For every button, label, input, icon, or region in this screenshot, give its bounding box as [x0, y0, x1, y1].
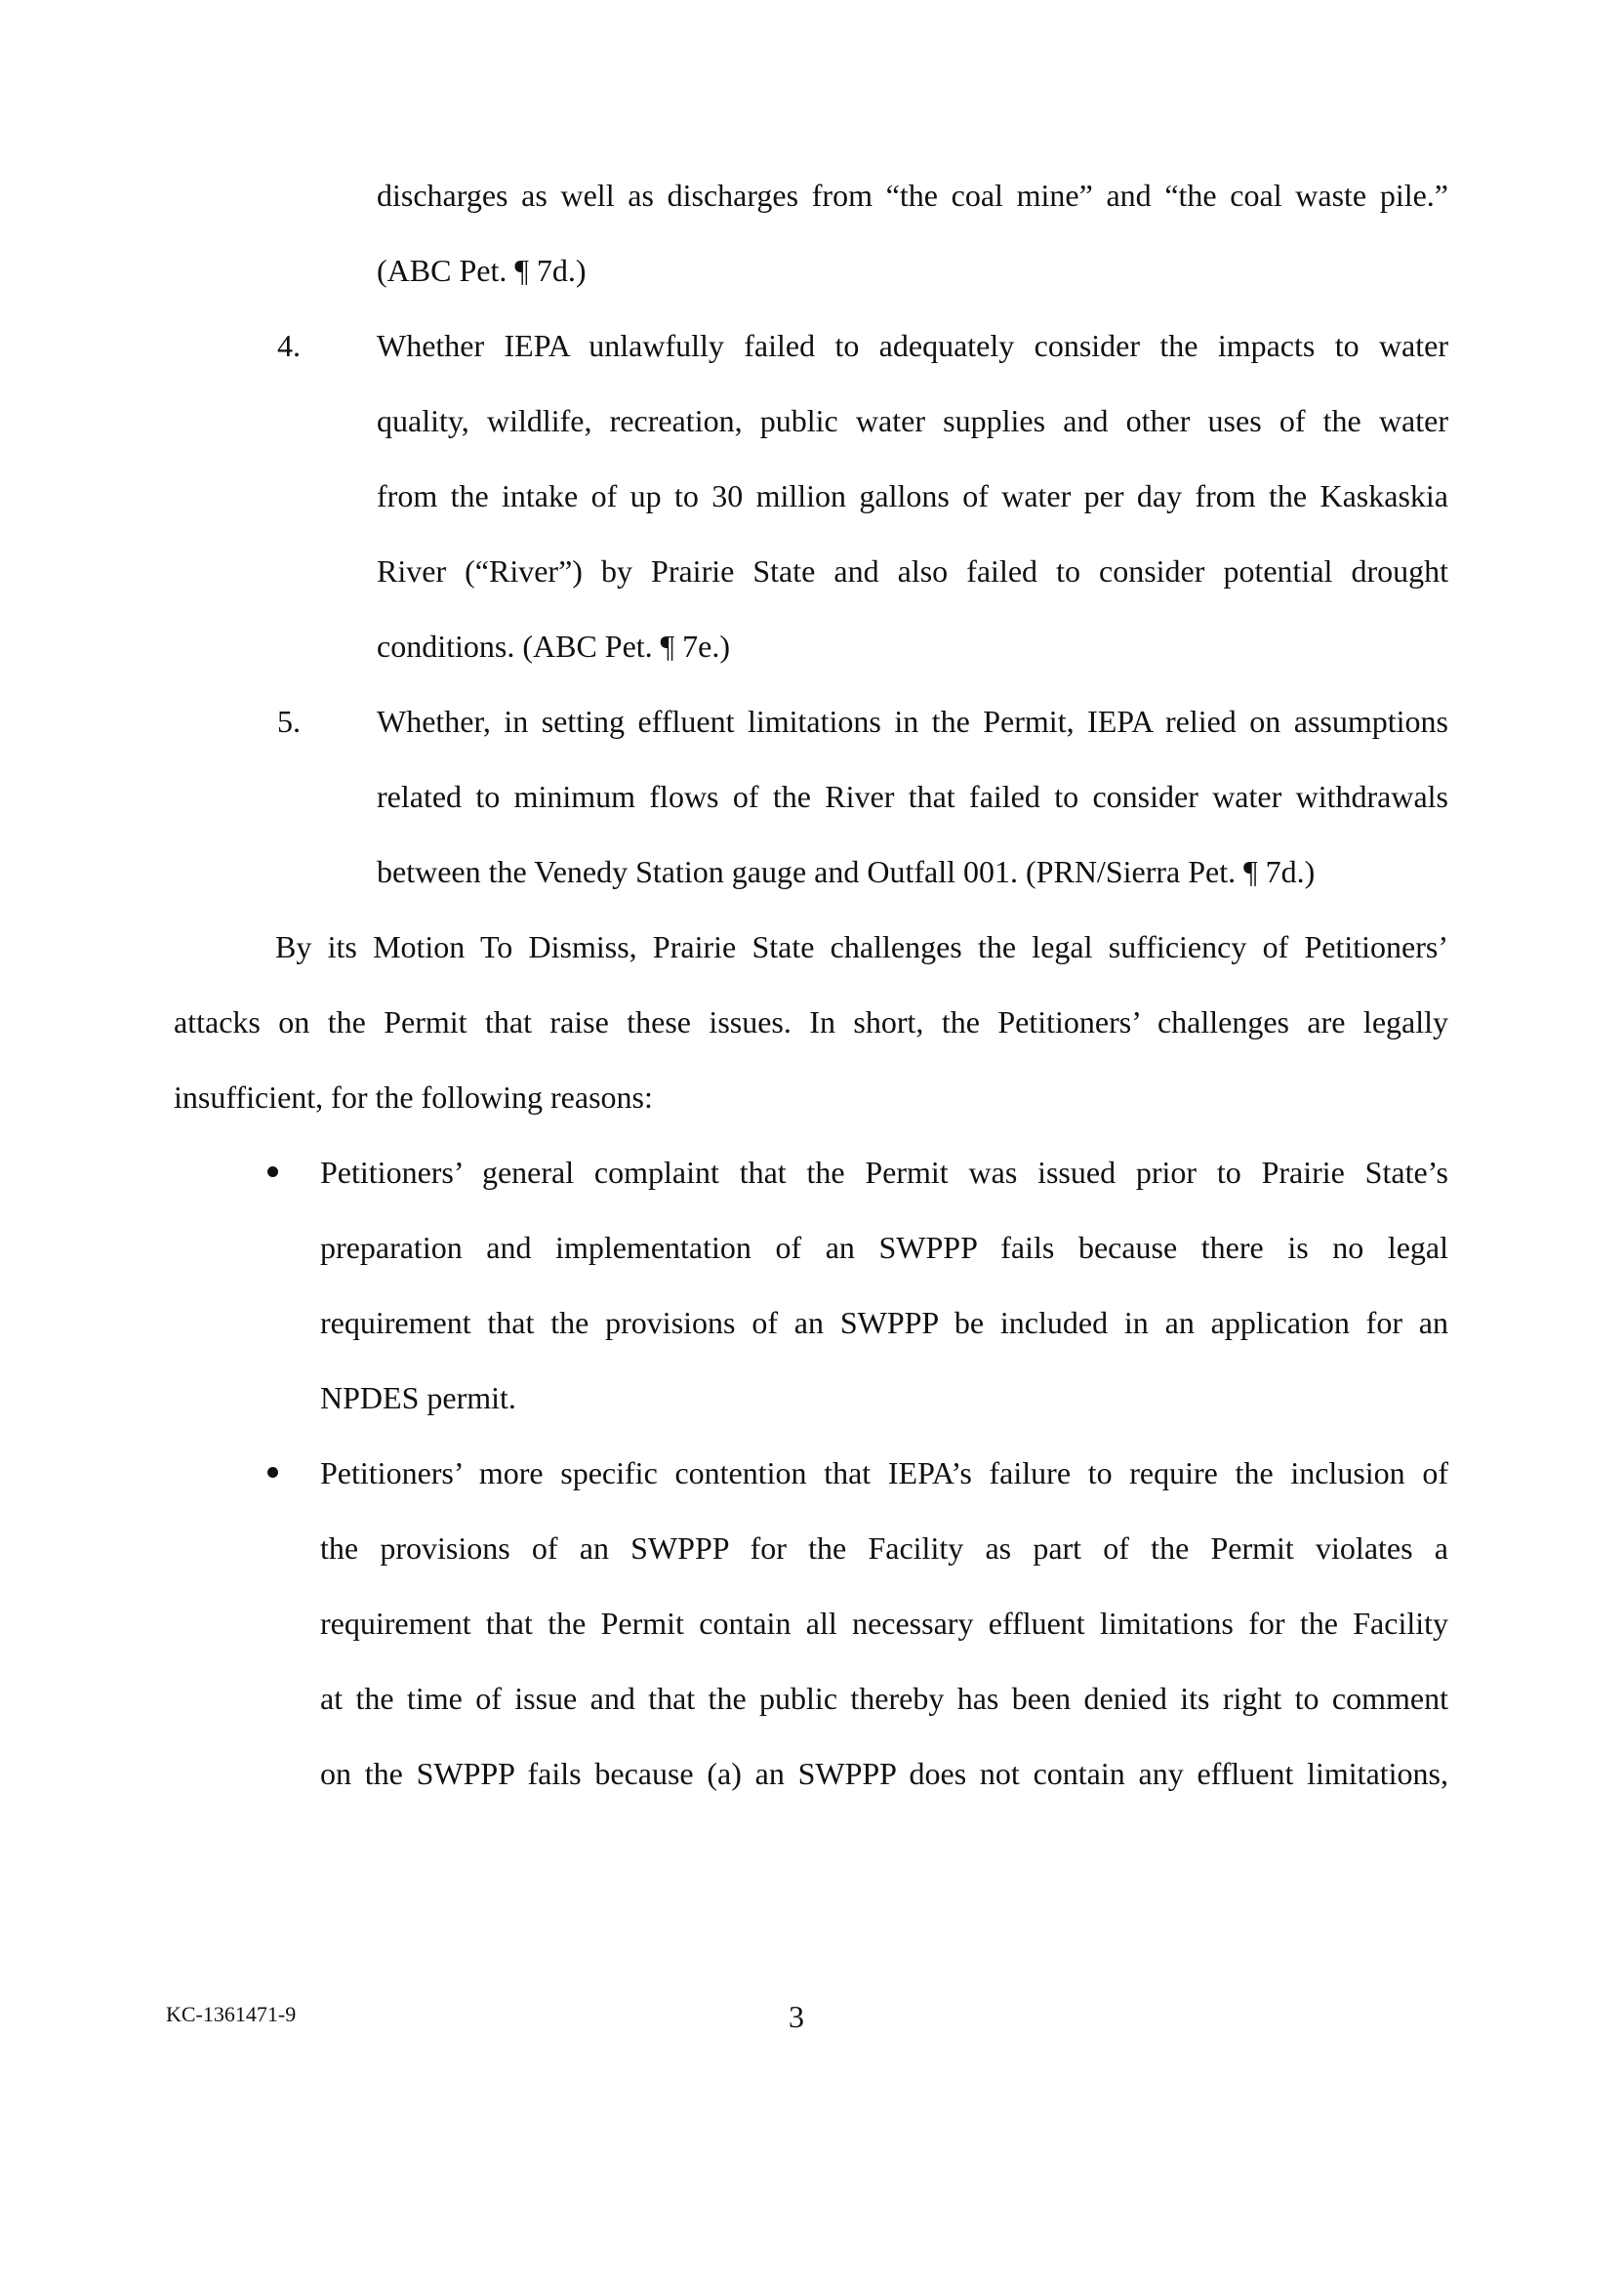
bullet-2-line-5: on the SWPPP fails because (a) an SWPPP does not contain any effluent limitations,	[320, 1756, 1448, 1791]
continuation-line-1: discharges as well as discharges from “the coal mine” and “the coal waste pile.”	[377, 178, 1448, 213]
item-4-line-2: quality, wildlife, recreation, public water supplies and other uses of the water	[377, 403, 1448, 438]
item-5-line-1: Whether, in setting effluent limitations in the Permit, IEPA relied on assumptions	[377, 704, 1448, 739]
item-4-line-3: from the intake of up to 30 million gallons of water per day from the Kaskaskia	[377, 478, 1448, 513]
bullet-2-marker	[267, 1467, 278, 1478]
paragraph-line-1: By its Motion To Dismiss, Prairie State challenges the legal sufficiency of Petitioners’	[275, 929, 1448, 964]
bullet-2-line-4: at the time of issue and that the public thereby has been denied its right to comment	[320, 1681, 1448, 1716]
bullet-1-marker	[267, 1166, 278, 1177]
item-5-line-3: between the Venedy Station gauge and Outfall 001. (PRN/Sierra Pet. ¶ 7d.)	[377, 854, 1316, 889]
bullet-1-line-1: Petitioners’ general complaint that the Permit was issued prior to Prairie State’s	[320, 1155, 1448, 1190]
bullet-1-line-4: NPDES permit.	[320, 1380, 516, 1415]
bullet-2-line-2: the provisions of an SWPPP for the Facility as part of the Permit violates a	[320, 1530, 1448, 1566]
item-4-line-1: Whether IEPA unlawfully failed to adequately consider the impacts to water	[377, 328, 1448, 363]
item-4-line-4: River (“River”) by Prairie State and also failed to consider potential drought	[377, 553, 1448, 589]
bullet-2-line-3: requirement that the Permit contain all necessary effluent limitations for the Facility	[320, 1606, 1448, 1641]
item-4-number: 4.	[277, 328, 301, 363]
item-4-line-5: conditions. (ABC Pet. ¶ 7e.)	[377, 629, 731, 664]
bullet-2-line-1: Petitioners’ more specific contention that IEPA’s failure to require the inclusion of	[320, 1455, 1448, 1490]
bullet-1-line-2: preparation and implementation of an SWPPP fails because there is no legal	[320, 1230, 1448, 1265]
footer-page-number: 3	[789, 1999, 804, 2034]
footer-document-id: KC-1361471-9	[166, 2002, 297, 2026]
item-5-line-2: related to minimum flows of the River that failed to consider water withdrawals	[377, 779, 1448, 814]
paragraph-line-3: insufficient, for the following reasons:	[174, 1080, 653, 1115]
continuation-line-2: (ABC Pet. ¶ 7d.)	[377, 253, 587, 288]
item-5-number: 5.	[277, 704, 301, 739]
paragraph-line-2: attacks on the Permit that raise these issues. In short, the Petitioners’ challenges are legally	[174, 1004, 1448, 1039]
bullet-1-line-3: requirement that the provisions of an SWPPP be included in an application for an	[320, 1305, 1448, 1340]
